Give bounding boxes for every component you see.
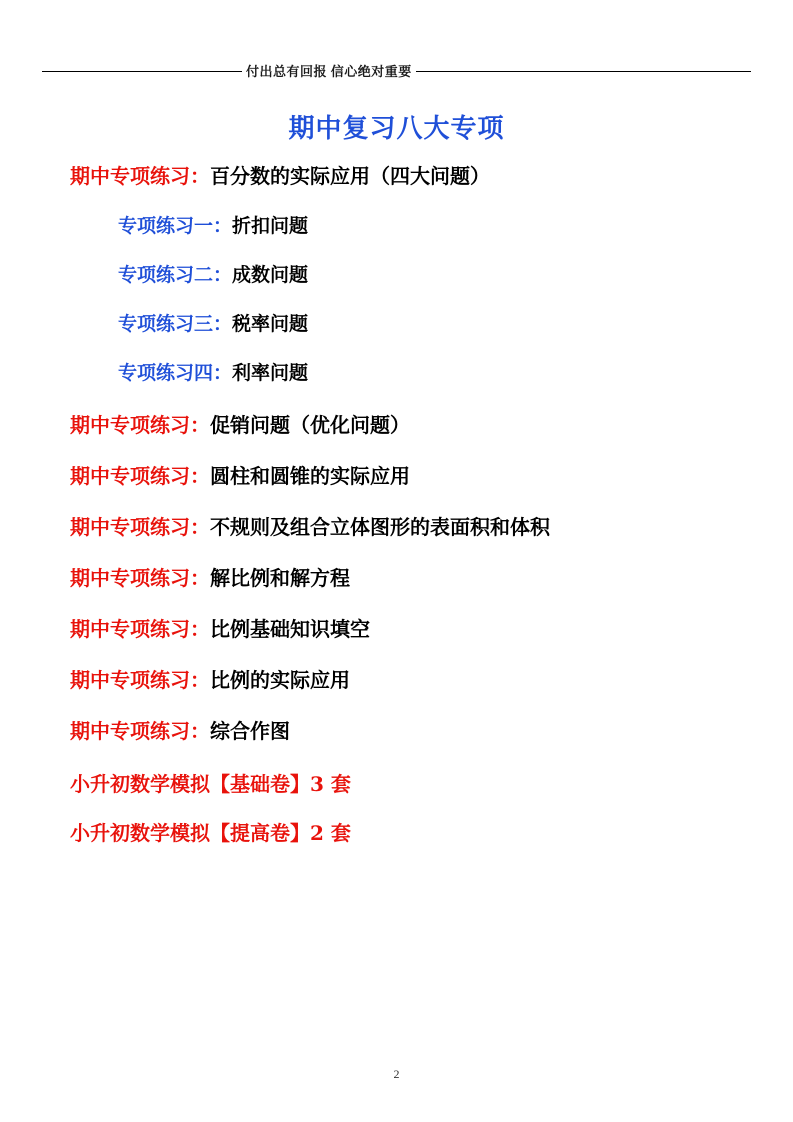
mock-exam-label: 小升初数学模拟【提高卷】2 套 (70, 821, 351, 845)
mock-exam-label: 小升初数学模拟【基础卷】3 套 (70, 772, 351, 796)
list-item-text: 成数问题 (232, 264, 309, 286)
list-item-lead: 专项练习三： (118, 313, 233, 335)
list-item-lead: 期中专项练习： (70, 566, 210, 590)
list-item (70, 715, 730, 744)
list-item (70, 160, 730, 189)
list-item-lead: 期中专项练习： (70, 668, 210, 692)
list-item-lead: 期中专项练习： (70, 464, 210, 488)
list-item-lead: 期中专项练习： (70, 719, 210, 743)
list-item-text: 百分数的实际应用（四大问题） (210, 164, 490, 188)
list-item (70, 817, 730, 846)
list-item (70, 358, 730, 385)
page-title: 期中复习八大专项 (288, 114, 505, 144)
list-item-lead: 期中专项练习： (70, 617, 210, 641)
list-item-lead: 专项练习四： (118, 362, 233, 384)
list-item-text: 综合作图 (210, 719, 290, 743)
list-item (70, 409, 730, 438)
header-rule-left (42, 71, 242, 72)
list-item-lead: 期中专项练习： (70, 413, 210, 437)
list-item (70, 309, 730, 336)
list-item (70, 562, 730, 591)
list-item (70, 460, 730, 489)
list-item-text: 比例的实际应用 (210, 668, 350, 692)
list-item-lead: 专项练习二： (118, 264, 233, 286)
list-item (70, 664, 730, 693)
header-motto: 付出总有回报 信心绝对重要 (246, 63, 412, 79)
page-number: 2 (393, 1067, 400, 1081)
list-item-text: 折扣问题 (232, 215, 309, 237)
list-item-text: 利率问题 (232, 362, 309, 384)
list-item-lead: 期中专项练习： (70, 515, 210, 539)
list-item (70, 260, 730, 287)
list-item (70, 211, 730, 238)
topic-list (70, 160, 730, 866)
list-item (70, 613, 730, 642)
list-item-text: 圆柱和圆锥的实际应用 (210, 464, 410, 488)
list-item-text: 促销问题（优化问题） (210, 413, 410, 437)
list-item-text: 解比例和解方程 (210, 566, 350, 590)
list-item (70, 768, 730, 797)
header-rule-right (416, 71, 751, 72)
list-item-text: 税率问题 (232, 313, 309, 335)
list-item (70, 511, 730, 540)
list-item-lead: 专项练习一： (118, 215, 233, 237)
list-item-lead: 期中专项练习： (70, 164, 210, 188)
list-item-text: 比例基础知识填空 (210, 617, 370, 641)
list-item-text: 不规则及组合立体图形的表面积和体积 (210, 515, 550, 539)
page-header (42, 58, 751, 84)
